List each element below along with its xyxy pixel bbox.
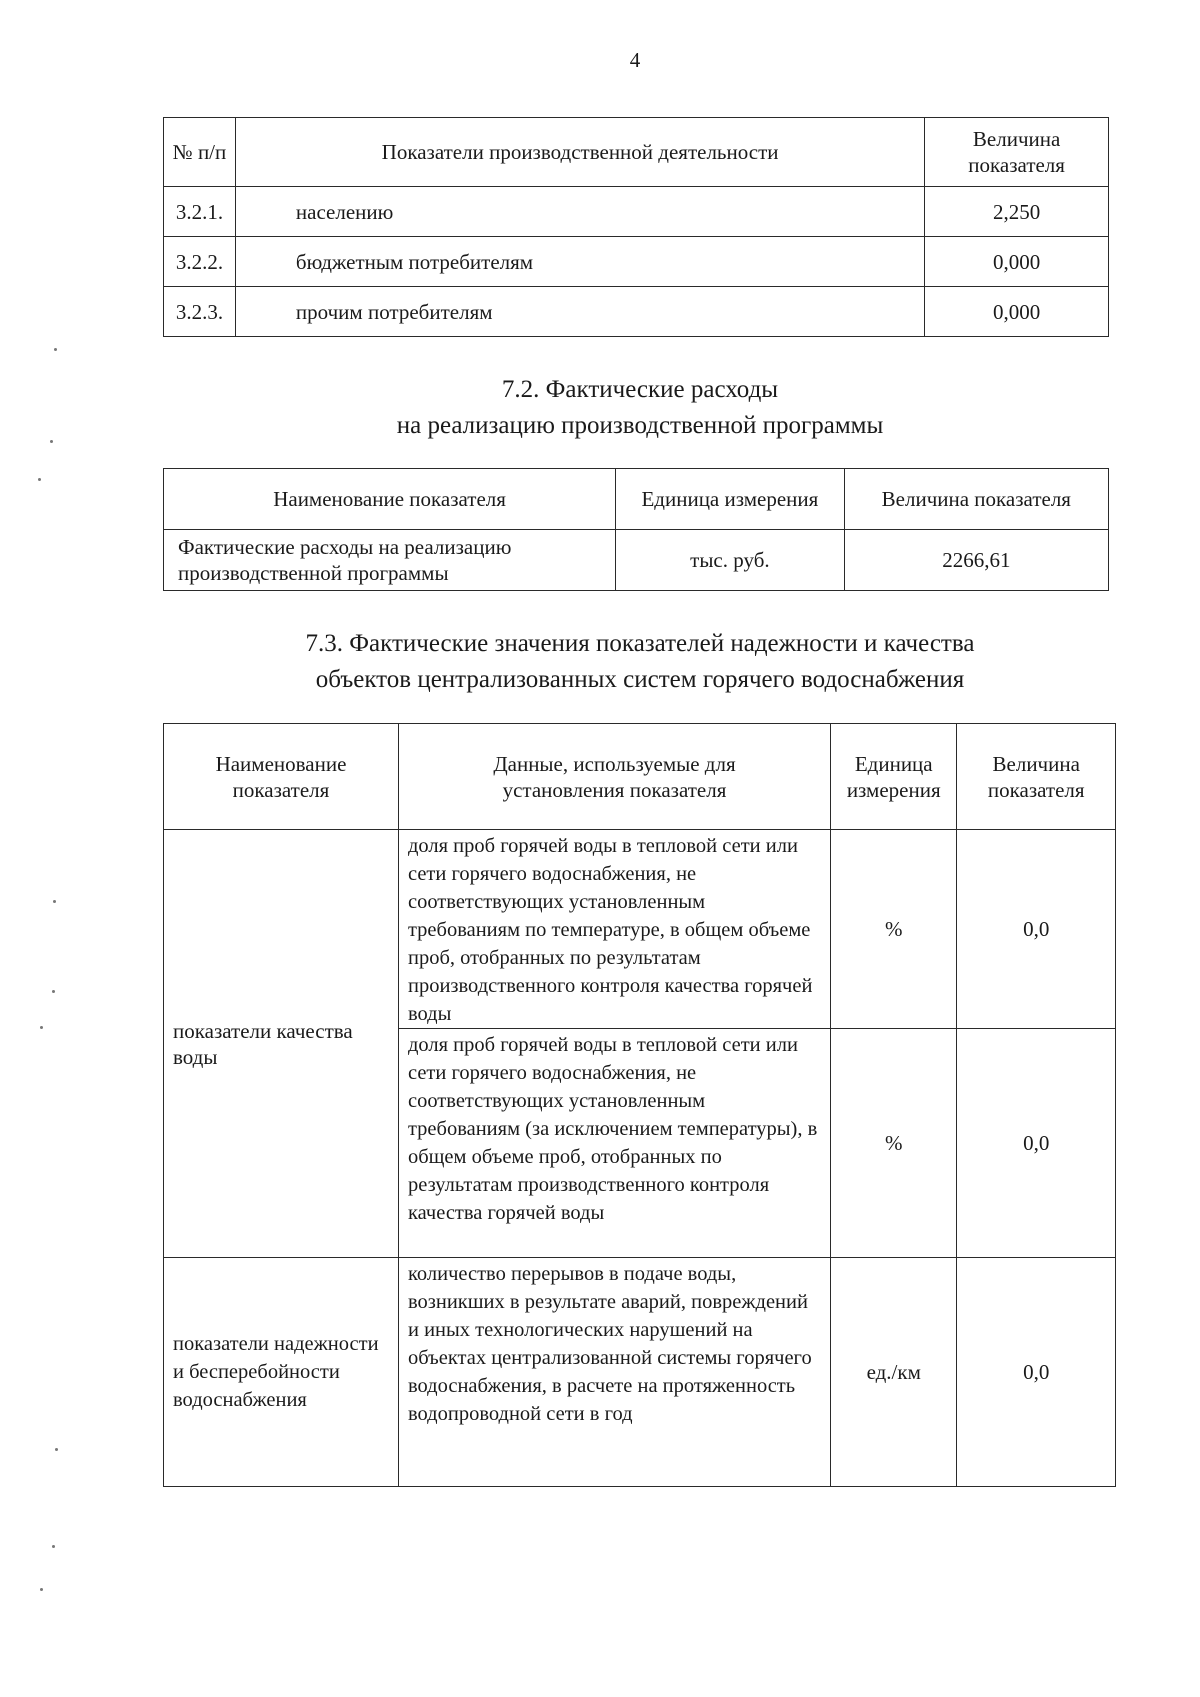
row-unit: ед./км [831,1258,957,1487]
row-name: бюджетным потребителям [235,237,924,287]
scan-speck [55,1448,58,1451]
row-number: 3.2.3. [164,287,236,337]
header-indicators: Показатели производственной деятельности [235,118,924,187]
table-header-row [164,469,1109,530]
scan-speck [40,1588,43,1591]
scan-speck [54,348,57,351]
header-value: Величина показателя [925,118,1109,187]
row-number: 3.2.2. [164,237,236,287]
section-7-3-title-line2: объектов централизованных систем горячего водоснабжения [315,666,965,693]
row-data: доля проб горячей воды в тепловой сети или сети горячего водоснабжения, не соответствующих установленным требованиям (за исключением температуры), в общем объеме проб, отобранных по результатам производственного контроля качества горячей воды [398,1029,830,1258]
header-unit: Единица измерения [616,469,844,530]
table-row [164,287,1109,337]
scan-speck [52,1545,55,1548]
row-number: 3.2.1. [164,187,236,237]
row-value: 0,000 [925,287,1109,337]
header-value: Величина показателя [957,724,1116,830]
scan-speck [52,990,55,993]
header-number: № п/п [164,118,236,187]
scan-speck [38,478,41,481]
row-value: 0,0 [957,830,1116,1029]
table-row [164,530,1109,591]
section-7-2-heading [0,372,1200,444]
header-unit: Единица измерения [831,724,957,830]
row-unit: тыс. руб. [616,530,844,591]
row-value: 2,250 [925,187,1109,237]
row-value: 0,0 [957,1029,1116,1258]
row-unit: % [831,830,957,1029]
row-name: Фактические расходы на реализацию производственной программы [164,530,616,591]
group-name: показатели надежности и бесперебойности водоснабжения [164,1258,399,1487]
section-7-3-title-line1: 7.3. Фактические значения показателей надежности и качества [305,630,975,657]
table-row [164,237,1109,287]
row-data: доля проб горячей воды в тепловой сети или сети горячего водоснабжения, не соответствующих установленным требованиям по температуре, в общем объеме проб, отобранных по результатам производственного контроля качества горячей воды [398,830,830,1029]
row-name: прочим потребителям [235,287,924,337]
row-unit: % [831,1029,957,1258]
row-value: 2266,61 [844,530,1108,591]
row-value: 0,000 [925,237,1109,287]
row-data: количество перерывов в подаче воды, возникших в результате аварий, повреждений и иных технологических нарушений на объектах централизованной системы горячего водоснабжения, в расчете на протяженность водопроводной сети в год [398,1258,830,1487]
table-row [164,187,1109,237]
section-7-2-title-line1: 7.2. Фактические расходы [501,376,779,403]
production-indicators-table [163,117,1109,337]
row-value: 0,0 [957,1258,1116,1487]
section-7-3-heading [0,626,1200,698]
scan-speck [40,1026,43,1029]
group-name: показатели качества воды [164,830,399,1258]
table-row [164,1258,1116,1487]
section-7-2-title-line2: на реализацию производственной программы [396,412,884,439]
header-indicator-name: Наименование показателя [164,469,616,530]
table-row [164,830,1116,1029]
table-header-row [164,118,1109,187]
row-name: населению [235,187,924,237]
actual-expenses-table [163,468,1109,591]
page-number: 4 [629,48,641,72]
scan-speck [50,440,53,443]
header-data: Данные, используемые для установления показателя [398,724,830,830]
header-indicator-name: Наименование показателя [164,724,399,830]
scan-speck [53,900,56,903]
reliability-quality-table [163,723,1116,1487]
table-header-row [164,724,1116,830]
header-value: Величина показателя [844,469,1108,530]
